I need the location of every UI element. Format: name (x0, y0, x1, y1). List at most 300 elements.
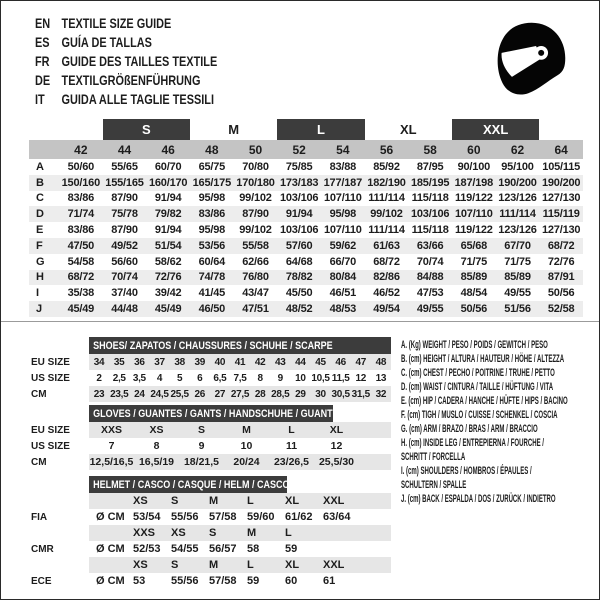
language-title-list (35, 13, 269, 108)
helmet-size-value: 53 (133, 575, 146, 587)
diameter-unit-label: Ø CM (96, 543, 125, 555)
guide-title: TEXTILE SIZE GUIDE (61, 14, 172, 31)
measurement-value: 90/100 (457, 160, 491, 173)
measurement-value: 52/58 (547, 303, 575, 316)
legend-line: E. (cm) HIP / CADERA / HANCHE / HÜFTE / HIPS / BACINO (401, 395, 568, 407)
helmet-size-value: 59 (285, 543, 298, 555)
measurement-value: 83/86 (67, 224, 95, 237)
size-number: 48 (205, 142, 219, 157)
measurement-value: 50/56 (460, 303, 488, 316)
measurement-value: 79/82 (154, 208, 182, 221)
language-row (35, 89, 217, 108)
measurement-value: 49/54 (373, 303, 400, 316)
legend-item (401, 464, 597, 492)
size-value: 5 (176, 372, 183, 384)
measurement-value: 55/65 (111, 160, 138, 173)
measurement-letter: D (36, 208, 44, 221)
shoes-table-title-bar (89, 337, 391, 354)
measurement-value: 111/114 (368, 224, 405, 237)
measurement-row-h (29, 270, 583, 286)
size-value: 26 (194, 388, 205, 400)
helmet-size-label: S (171, 559, 179, 571)
helmet-size-row-ece (29, 557, 391, 573)
measurement-value: 48/54 (460, 287, 488, 300)
measurement-letter: F (36, 239, 43, 252)
measurement-value: 72/76 (154, 271, 182, 284)
measurement-value: 95/98 (329, 208, 357, 221)
size-value: 12 (330, 440, 343, 452)
measurement-value: 91/94 (285, 208, 313, 221)
measurement-value: 83/88 (329, 160, 357, 173)
helmet-size-value: 57/58 (209, 575, 237, 587)
size-value: XS (149, 424, 164, 436)
measurement-value: 50/56 (547, 287, 575, 300)
table-row-eu-size (29, 422, 391, 438)
size-value: 28,5 (271, 388, 290, 400)
helmet-size-label: XS (133, 495, 148, 507)
measurement-value: 50/60 (67, 160, 95, 173)
measurement-value: 46/50 (198, 303, 226, 316)
section-divider (1, 321, 600, 322)
measurement-value: 165/175 (192, 176, 232, 189)
size-value: 48 (375, 356, 387, 368)
measurement-value: 53/56 (198, 239, 226, 252)
measurement-value: 59/62 (329, 239, 357, 252)
gloves-table-title: GLOVES / GUANTES / GANTS / HANDSCHUHE / GUANTI (93, 407, 336, 420)
measurement-value: 83/86 (198, 208, 226, 221)
measurement-value: 177/187 (323, 176, 363, 189)
measurement-value: 58/62 (154, 255, 182, 268)
measurement-value: 85/92 (373, 160, 400, 173)
measurement-value: 63/66 (416, 239, 444, 252)
helmet-size-value: 60 (285, 575, 298, 587)
measurement-value: 65/75 (198, 160, 226, 173)
helmet-size-row-fia (29, 493, 391, 509)
gloves-table-title-bar (89, 405, 336, 422)
measurement-value: 44/48 (111, 303, 138, 316)
helmet-value-row-ece (29, 573, 391, 589)
size-group-label-s: S (103, 119, 190, 140)
helmet-size-label: XS (171, 527, 186, 539)
helmet-size-value: 61/62 (285, 511, 313, 523)
measurement-value: 48/53 (329, 303, 357, 316)
size-group-label-xl: XL (400, 122, 417, 137)
size-value: 6,5 (213, 372, 227, 384)
measurement-value: 76/80 (242, 271, 269, 284)
size-value: 38 (174, 356, 185, 368)
guide-title: GUÍA DE TALLAS (61, 33, 152, 50)
measurement-value: 187/198 (454, 176, 494, 189)
size-number: 64 (554, 142, 568, 157)
measurement-value: 84/88 (416, 271, 444, 284)
size-number: 56 (379, 142, 394, 157)
helmet-size-value: 61 (323, 575, 336, 587)
measurement-value: 71/74 (67, 208, 95, 221)
legend-line: G. (cm) ARM / BRAZO / BRAS / ARM / BRACCIO (401, 423, 538, 435)
measurement-value: 91/94 (154, 192, 182, 205)
measurement-value: 85/89 (460, 271, 488, 284)
measurement-letter: B (36, 176, 44, 189)
size-value: 23/26,5 (273, 456, 310, 468)
measurement-value: 41/45 (198, 287, 226, 300)
helmet-size-value: 54/55 (171, 543, 199, 555)
measurement-value: 119/122 (454, 192, 493, 205)
helmet-table-header (29, 476, 391, 493)
measurement-value: 87/90 (242, 208, 269, 221)
legend-item (401, 422, 597, 436)
language-row (35, 32, 217, 51)
measurement-value: 103/106 (279, 192, 319, 205)
measurement-value: 60/70 (154, 160, 182, 173)
size-value: 18/21,5 (183, 456, 220, 468)
size-value: 27 (214, 388, 226, 400)
helmet-size-value: 58 (247, 543, 260, 555)
measurement-row-j (29, 301, 583, 317)
shoes-table-header (29, 337, 391, 354)
size-value: 10 (295, 372, 306, 384)
language-code: DE (35, 71, 51, 88)
legend-line: A. (Kg) WEIGHT / PESO / POIDS / GEWITCH / PESO (401, 339, 548, 351)
helmet-value-row-cmr (29, 541, 391, 557)
helmet-size-value: 52/53 (133, 543, 161, 555)
measurement-value: 150/160 (61, 176, 101, 189)
measurement-value: 47/50 (67, 239, 95, 252)
legend-item (401, 492, 597, 506)
size-group-label-m: M (228, 122, 240, 137)
helmet-size-value: 55/56 (171, 511, 199, 523)
table-row-us-size (29, 438, 391, 454)
measurement-value: 55/58 (242, 239, 269, 252)
size-number: 60 (467, 142, 481, 157)
helmet-size-value: 59/60 (247, 511, 275, 523)
size-value: 41 (234, 356, 246, 368)
racing-helmet-icon (487, 11, 573, 105)
measurement-row-a (29, 159, 583, 175)
measurement-value: 160/170 (148, 176, 188, 189)
size-value: 44 (295, 356, 306, 368)
table-row-cm (29, 454, 391, 470)
legend-item (401, 352, 597, 366)
size-value: S (197, 424, 205, 436)
size-value: 43 (274, 356, 286, 368)
language-code: EN (35, 14, 51, 31)
size-value: 11,5 (331, 372, 350, 384)
row-label: US SIZE (31, 372, 70, 384)
measurement-letter: A (36, 160, 44, 173)
size-number: 62 (510, 142, 525, 157)
size-value: 34 (93, 356, 105, 368)
size-value: 7,5 (233, 372, 247, 384)
measurement-letter: E (36, 224, 44, 237)
legend-line: SCHULTERN / SPALLE (401, 479, 467, 491)
language-code: IT (35, 90, 45, 107)
size-value: 12 (355, 372, 367, 384)
helmet-size-label: XXL (323, 559, 345, 571)
size-value: 4 (156, 372, 163, 384)
shoes-table-title: SHOES/ ZAPATOS / CHAUSSURES / SCHUHE / SCARPE (93, 339, 333, 352)
guide-title: TEXTILGRÖßENFÜHRUNG (61, 71, 201, 88)
legend-item (401, 338, 597, 352)
size-value: 25,5 (170, 388, 189, 400)
measurement-value: 123/126 (498, 224, 537, 237)
size-value: 2,5 (112, 372, 126, 384)
standard-label: ECE (31, 575, 52, 587)
legend-line: D. (cm) WAIST / CINTURA / TAILLE / HÜFTUNG / VITA (401, 381, 554, 393)
measurement-value: 103/106 (279, 224, 319, 237)
measurement-value: 74/78 (198, 271, 226, 284)
measurement-letter: G (36, 255, 45, 268)
legend-line: B. (cm) HEIGHT / ALTURA / HAUTEUR / HÖHE / ALTEZZA (401, 353, 565, 365)
measurement-value: 68/72 (373, 255, 400, 268)
measurement-value: 49/55 (416, 303, 444, 316)
size-number: 58 (423, 142, 437, 157)
diameter-unit-label: Ø CM (96, 575, 125, 587)
measurement-value: 99/102 (370, 208, 403, 221)
guide-title: GUIDE DES TAILLES TEXTILE (61, 52, 218, 69)
measurement-value: 47/51 (242, 303, 269, 316)
language-row (35, 51, 217, 70)
measurement-value: 64/68 (285, 255, 313, 268)
table-row-us-size (29, 370, 391, 386)
row-label: CM (31, 388, 47, 400)
measurement-value: 61/63 (373, 239, 400, 252)
size-value: XL (329, 424, 344, 436)
legend-item (401, 436, 597, 464)
textile-size-table (29, 119, 583, 317)
helmet-size-label: XL (285, 495, 300, 507)
measurement-value: 91/94 (154, 224, 182, 237)
measurement-value: 87/90 (111, 224, 138, 237)
standard-label: FIA (31, 511, 48, 523)
row-label: US SIZE (31, 440, 70, 452)
row-label: CM (31, 456, 47, 468)
row-label: EU SIZE (31, 424, 70, 436)
measurement-value: 60/64 (198, 255, 226, 268)
measurement-value: 35/38 (67, 287, 95, 300)
measurement-value: 43/47 (242, 287, 269, 300)
measurement-value: 127/130 (541, 192, 581, 205)
helmet-size-value: 63/64 (323, 511, 351, 523)
size-value: 2 (96, 372, 102, 384)
legend-line: SCHRITT / FORCELLA (401, 451, 466, 463)
size-value: XXS (100, 424, 122, 436)
shoes-table (29, 337, 391, 402)
size-value: 47 (355, 356, 367, 368)
helmet-size-label: XS (133, 559, 148, 571)
measurement-row-i (29, 285, 583, 301)
measurement-value: 67/70 (504, 239, 531, 252)
measurement-value: 46/52 (373, 287, 400, 300)
helmet-size-value: 53/54 (133, 511, 161, 523)
table-row-cm (29, 386, 391, 402)
measurement-value: 182/190 (367, 176, 406, 189)
language-code: FR (35, 52, 50, 69)
size-value: 31,5 (351, 388, 370, 400)
legend-line: J. (cm) BACK / ESPALDA / DOS / ZURÜCK / INDIETRO (401, 493, 556, 505)
size-value: 11 (285, 440, 298, 452)
measurement-value: 57/60 (285, 239, 313, 252)
measurement-value: 170/180 (236, 176, 275, 189)
helmet-size-value: 55/56 (171, 575, 199, 587)
measurement-value: 54/58 (67, 255, 95, 268)
size-value: 10 (240, 440, 253, 452)
measurement-value: 71/75 (460, 255, 488, 268)
helmet-table (29, 476, 391, 589)
measurement-value: 46/51 (329, 287, 357, 300)
size-value: 9 (277, 372, 283, 384)
size-group-label-xxl: XXL (452, 119, 539, 140)
measurement-value: 127/130 (541, 224, 581, 237)
measurement-value: 66/70 (329, 255, 357, 268)
measurement-value: 95/98 (198, 224, 226, 237)
measurement-value: 37/40 (111, 287, 138, 300)
measurement-value: 185/195 (410, 176, 450, 189)
helmet-size-row-cmr (29, 525, 391, 541)
helmet-size-label: S (209, 527, 217, 539)
measurement-value: 105/115 (542, 160, 581, 173)
size-value: 39 (194, 356, 205, 368)
standard-label: CMR (31, 543, 54, 555)
size-value: 25,5/30 (318, 456, 355, 468)
measurement-value: 47/53 (416, 287, 444, 300)
size-value: 7 (108, 440, 115, 452)
size-value: 30 (315, 388, 326, 400)
measurement-value: 173/183 (279, 176, 319, 189)
helmet-table-title-bar (89, 476, 290, 493)
helmet-size-label: M (247, 527, 257, 539)
helmet-size-value: 56/57 (209, 543, 237, 555)
size-value: 30,5 (331, 388, 350, 400)
measurement-value: 70/74 (111, 271, 138, 284)
measurement-value: 95/100 (501, 160, 534, 173)
table-row-eu-size (29, 354, 391, 370)
legend-item (401, 394, 597, 408)
legend-item (401, 380, 597, 394)
measurement-row-e (29, 222, 583, 238)
measurement-value: 48/52 (285, 303, 313, 316)
measurement-value: 68/72 (67, 271, 95, 284)
measurement-value: 155/165 (105, 176, 144, 189)
gloves-table (29, 405, 391, 470)
size-value: 45 (315, 356, 326, 368)
measurement-value: 95/98 (198, 192, 226, 205)
measurement-value: 45/49 (67, 303, 95, 316)
size-number: 46 (161, 142, 175, 157)
measurement-value: 107/110 (323, 192, 362, 205)
measurement-value: 87/91 (547, 271, 575, 284)
size-value: 3,5 (132, 372, 146, 384)
measurement-letter: C (36, 192, 44, 205)
helmet-value-row-fia (29, 509, 391, 525)
size-value: 37 (154, 356, 165, 368)
measurement-row-d (29, 206, 583, 222)
size-value: L (288, 424, 295, 436)
measurement-value: 107/110 (323, 224, 362, 237)
legend-item (401, 408, 597, 422)
measurement-value: 115/118 (411, 192, 449, 205)
measurement-value: 190/200 (541, 176, 581, 189)
size-value: 27,5 (230, 388, 250, 400)
diameter-unit-label: Ø CM (96, 511, 125, 523)
size-value: 23 (93, 388, 105, 400)
measurement-value: 49/52 (111, 239, 138, 252)
measurement-value: 45/50 (285, 287, 313, 300)
measurement-value: 65/68 (460, 239, 488, 252)
helmet-size-label: XL (285, 559, 300, 571)
measurement-value: 99/102 (239, 192, 272, 205)
legend-line: I. (cm) SHOULDERS / HOMBROS / ÉPAULES / (401, 465, 532, 477)
measurement-value: 72/76 (547, 255, 575, 268)
measurement-value: 119/122 (454, 224, 493, 237)
size-value: 16,5/19 (138, 456, 175, 468)
helmet-size-label: M (209, 495, 219, 507)
measurement-value: 85/89 (504, 271, 531, 284)
helmet-size-label: S (171, 495, 179, 507)
measurement-value: 49/55 (504, 287, 531, 300)
guide-title: GUIDA ALLE TAGLIE TESSILI (61, 90, 214, 107)
language-code: ES (35, 33, 50, 50)
measurement-value: 111/114 (499, 208, 536, 221)
helmet-size-value: 57/58 (209, 511, 237, 523)
language-row (35, 13, 217, 32)
helmet-size-label: XXS (133, 527, 156, 539)
size-value: 29 (295, 388, 306, 400)
measurement-value: 75/85 (285, 160, 313, 173)
size-value: 24,5 (150, 388, 169, 400)
measurement-value: 71/75 (504, 255, 531, 268)
measurement-value: 62/66 (242, 255, 269, 268)
size-value: 28 (254, 388, 266, 400)
measurement-value: 111/114 (368, 192, 405, 205)
measurement-value: 56/60 (111, 255, 138, 268)
helmet-size-label: L (247, 559, 254, 571)
size-value: 46 (335, 356, 346, 368)
measurement-letter: H (36, 271, 44, 284)
measurement-value: 70/80 (242, 160, 269, 173)
measurement-value: 83/86 (67, 192, 95, 205)
measurement-value: 51/54 (154, 239, 182, 252)
measurement-row-g (29, 254, 583, 270)
size-number: 42 (74, 142, 88, 157)
measurement-row-b (29, 175, 583, 191)
measurement-value: 99/102 (239, 224, 272, 237)
size-value: 12,5/16,5 (89, 456, 134, 468)
measurement-value: 123/126 (498, 192, 537, 205)
measurement-value: 87/95 (416, 160, 444, 173)
measurement-value: 87/90 (111, 192, 138, 205)
row-label: EU SIZE (31, 356, 70, 368)
gloves-table-header (29, 405, 391, 422)
size-number: 44 (117, 142, 132, 157)
size-value: 8 (257, 372, 263, 384)
measurement-row-c (29, 191, 583, 207)
legend-line: F. (cm) TIGH / MUSLO / CUISSE / SCHENKEL / COSCIA (401, 409, 558, 421)
legend-line: C. (cm) CHEST / PECHO / POITRINE / TRUHE / PETTO (401, 367, 555, 379)
size-value: 8 (153, 440, 160, 452)
size-value: 9 (198, 440, 205, 452)
size-value: M (242, 424, 251, 436)
size-value: 32 (375, 388, 387, 400)
size-value: 42 (254, 356, 266, 368)
size-number: 52 (292, 142, 306, 157)
size-number: 54 (336, 142, 350, 157)
measurement-legend (401, 338, 597, 506)
measurement-value: 51/56 (504, 303, 531, 316)
size-number-row (29, 140, 583, 159)
measurement-value: 80/84 (329, 271, 357, 284)
helmet-size-label: XXL (323, 495, 345, 507)
measurement-value: 103/106 (410, 208, 450, 221)
